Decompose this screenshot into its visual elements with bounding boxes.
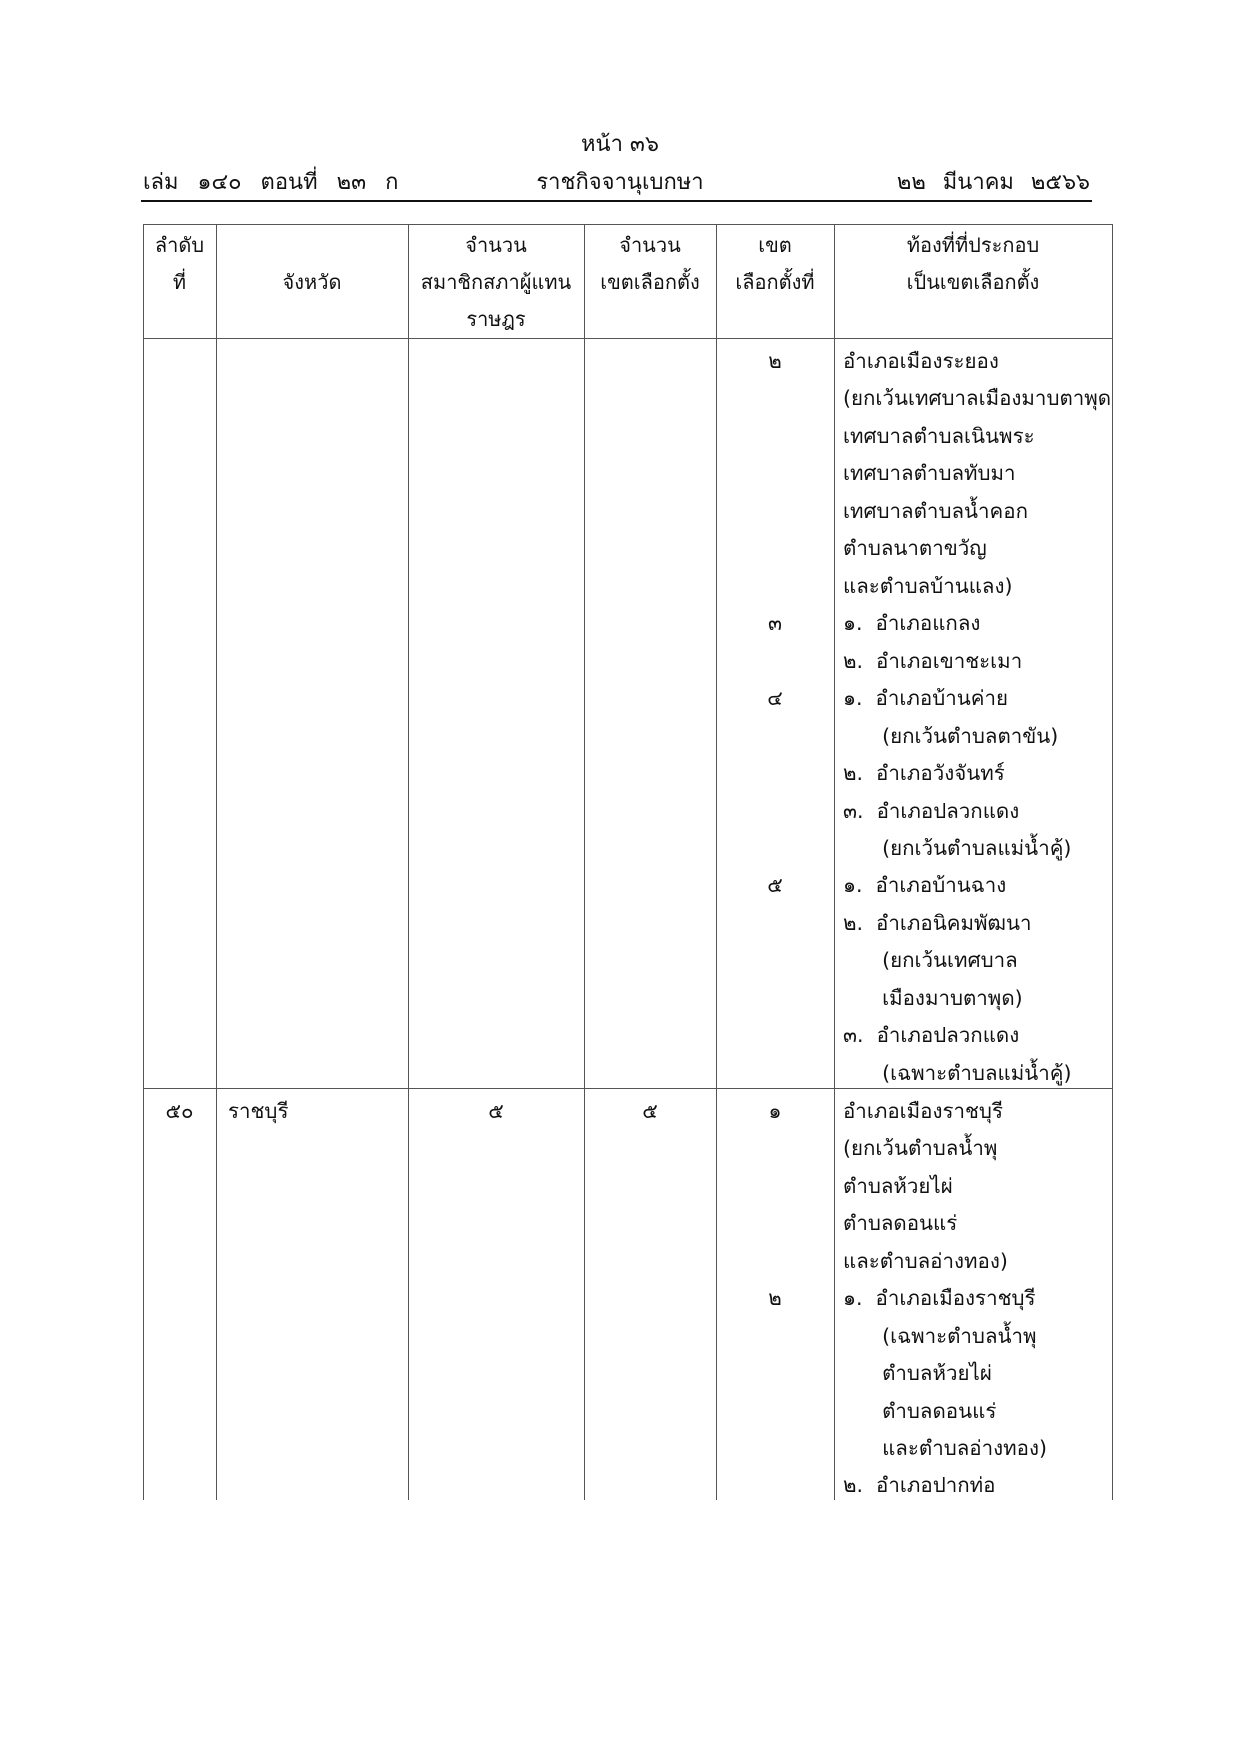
area-line: ๓. อำเภอปลวกแดง [843,799,1020,823]
district-number: ๕ [767,873,783,897]
area-line: ๒. อำเภอปากท่อ [843,1473,996,1497]
area-line: ตำบลดอนแร่ [843,1399,997,1423]
column-header-order [143,227,216,301]
area-line: เทศบาลตำบลทับมา [843,461,1016,485]
table-left-border [143,224,144,1500]
column-divider [584,224,585,1500]
header-line: ลำดับ [154,233,205,257]
area-line: ๑. อำเภอบ้านค่าย [843,686,1008,710]
area-line: เมืองมาบตาพุด) [843,986,1023,1010]
area-line: อำเภอเมืองระยอง [843,349,999,373]
area-line: ตำบลห้วยไผ่ [843,1361,992,1385]
area-line: (เฉพาะตำบลน้ำพุ [843,1324,1037,1348]
column-header-district-no [716,227,834,301]
area-line: ๑. อำเภอแกลง [843,611,981,635]
district-number: ๑ [768,1099,782,1123]
districts-count: ๕ [642,1099,658,1123]
table-header-border [143,338,1112,339]
gazette-date: ๒๒ มีนาคม ๒๕๖๖ [896,170,1090,195]
gazette-volume: เล่ม ๑๔๐ ตอนที่ ๒๓ ก [143,170,399,195]
area-line: ๒. อำเภอวังจันทร์ [843,761,1005,785]
area-line: ๓. อำเภอปลวกแดง [843,1023,1020,1047]
header-line: เขตเลือกตั้ง [600,270,700,294]
column-divider [834,224,835,1500]
area-line: (เฉพาะตำบลแม่น้ำคู้) [843,1061,1072,1085]
district-number: ๒ [768,1286,782,1310]
header-line: จำนวน [465,233,527,257]
area-line: เทศบาลตำบลเนินพระ [843,424,1035,448]
header-line: ราษฎร [466,307,526,331]
district-number: ๔ [767,686,783,710]
area-line: อำเภอเมืองราชบุรี [843,1099,1003,1123]
header-line: จังหวัด [282,270,342,294]
area-line: ตำบลห้วยไผ่ [843,1174,953,1198]
header-line: จำนวน [619,233,681,257]
page-number: หน้า ๓๖ [581,132,659,157]
header-line: เลือกตั้งที่ [735,270,815,294]
column-divider [408,224,409,1500]
area-line: และตำบลบ้านแลง) [843,574,1013,598]
table-right-border [1112,224,1113,1500]
area-line: ๒. อำเภอเขาชะเมา [843,649,1023,673]
header-line: เป็นเขตเลือกตั้ง [906,270,1040,294]
members-count: ๕ [488,1099,504,1123]
column-header-province [216,264,408,301]
area-line: ๑. อำเภอบ้านฉาง [843,873,1007,897]
area-line: ตำบลดอนแร่ [843,1211,958,1235]
header-line: เขต [758,233,792,257]
district-number: ๓ [767,611,782,635]
area-line: ๑. อำเภอเมืองราชบุรี [843,1286,1036,1310]
area-line: และตำบลอ่างทอง) [843,1436,1047,1460]
column-header-districts [584,227,716,301]
area-line: ๒. อำเภอนิคมพัฒนา [843,911,1032,935]
area-line: (ยกเว้นเทศบาล [843,948,1018,972]
area-line: (ยกเว้นตำบลน้ำพุ [843,1136,998,1160]
area-line: (ยกเว้นเทศบาลเมืองมาบตาพุด [843,386,1112,410]
table-top-border [143,224,1112,225]
area-line: (ยกเว้นตำบลตาขัน) [843,724,1059,748]
header-line: ท้องที่ที่ประกอบ [906,233,1040,257]
area-line: และตำบลอ่างทอง) [843,1249,1008,1273]
header-rule [141,200,1092,202]
column-header-members [408,227,584,338]
district-number: ๒ [768,349,782,373]
province-name: ราชบุรี [228,1099,289,1123]
column-divider [216,224,217,1500]
area-line: ตำบลนาตาขวัญ [843,536,987,560]
row-order-number: ๕๐ [165,1099,194,1123]
header-line: ที่ [172,270,187,294]
header-line: สมาชิกสภาผู้แทน [420,270,572,294]
column-header-area [834,227,1112,301]
area-line: (ยกเว้นตำบลแม่น้ำคู้) [843,836,1072,860]
gazette-title: ราชกิจจานุเบกษา [536,170,704,195]
area-line: เทศบาลตำบลน้ำคอก [843,499,1028,523]
